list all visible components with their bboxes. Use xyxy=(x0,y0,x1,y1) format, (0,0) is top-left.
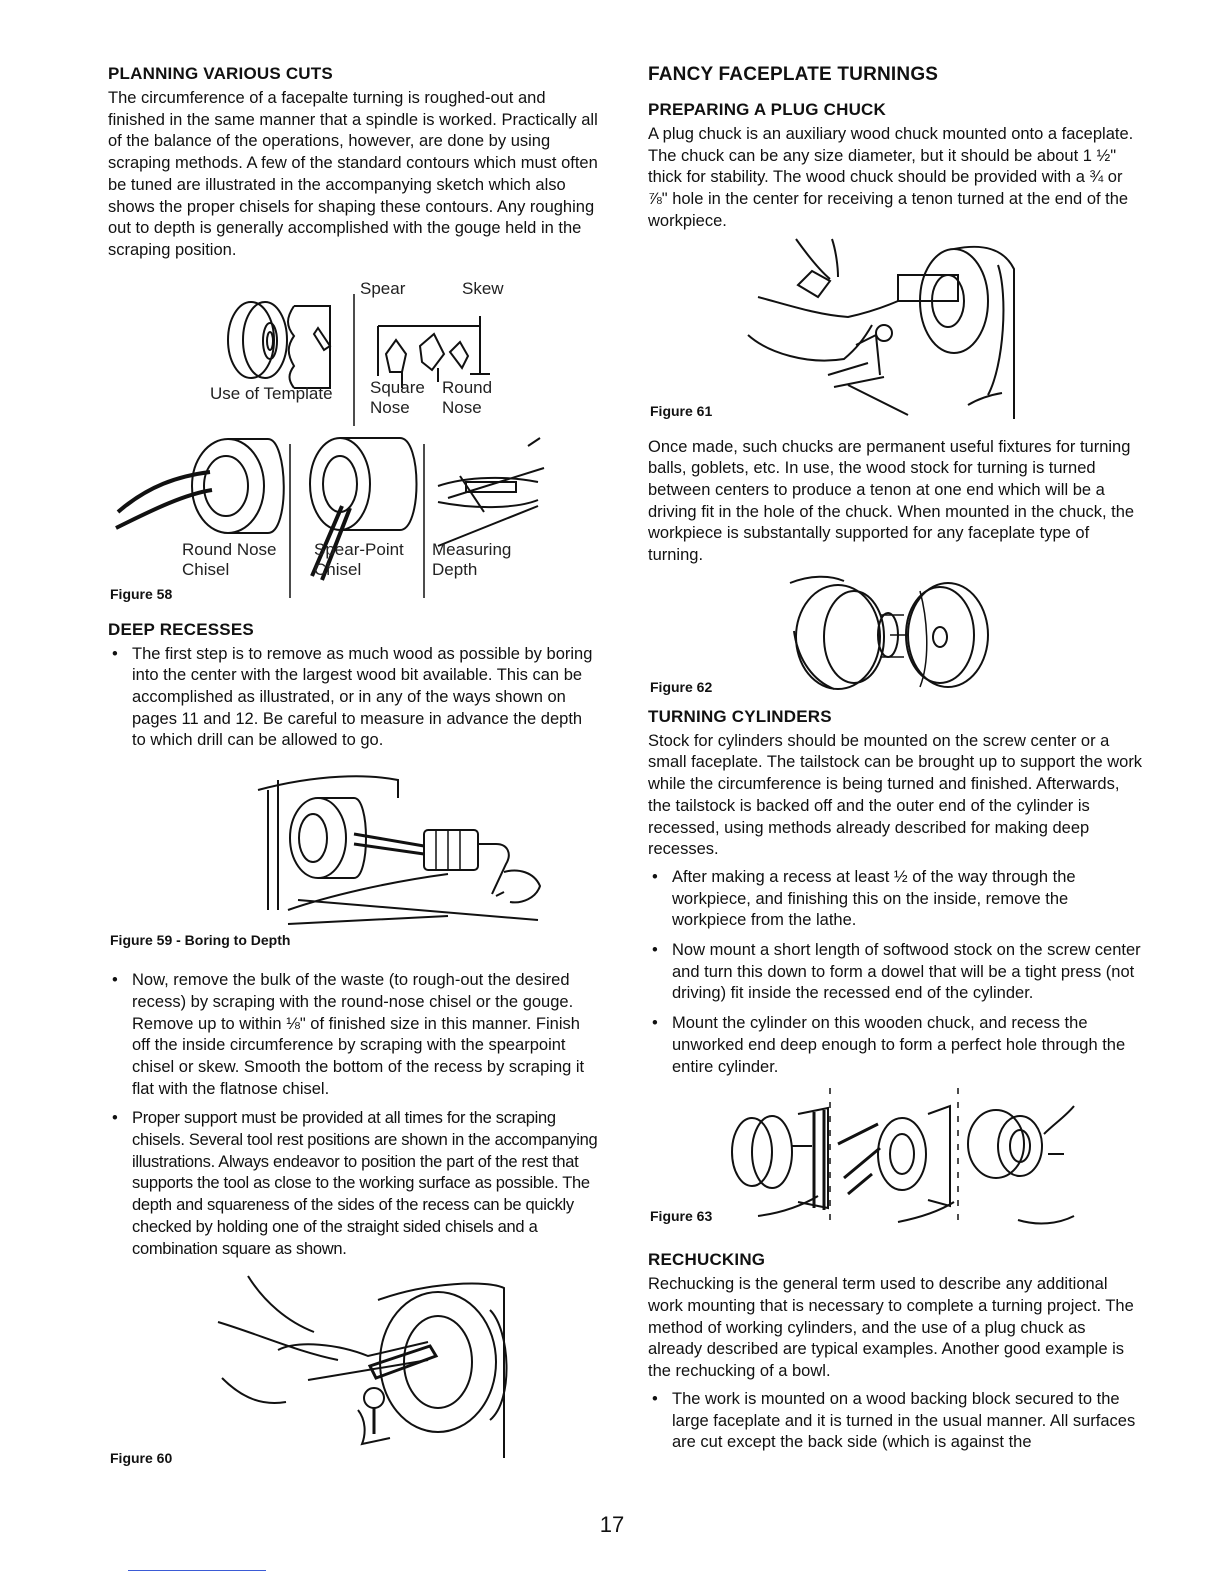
plug-chuck-body-2: Once made, such chucks are permanent useful fixtures for turning balls, goblets, etc. In use, the wood stock for turning is turned between centers to produce a tenon at one end which will be a driving fit in the hole of the chuck. When mounted in the chuck, the workpiece is substantally supported for any faceplate type of turning. xyxy=(648,437,1135,565)
label-round-nose-chisel: Round Nose Chisel xyxy=(182,539,277,579)
label-spear: Spear xyxy=(360,278,406,298)
figure-63 xyxy=(648,1084,1144,1234)
page-number: 17 xyxy=(599,1512,625,1537)
left-column xyxy=(108,64,598,1470)
deep-recesses-bullet-3: • Proper support must be provided at all times for the scraping chisels. Several tool rest positions are shown in the accompanying illustrations. Always endeavor to position the part of the rest that supports the tool as close to the working surface as possible. The depth and squareness of the sides of the recess can be quickly checked by holding one of the straight sided chisels and a combination square as shown. xyxy=(108,1108,598,1260)
plug-chuck-heading: PREPARING A PLUG CHUCK xyxy=(648,100,887,119)
rechucking-heading: RECHUCKING xyxy=(648,1250,766,1270)
fancy-faceplate-heading: FANCY FACEPLATE TURNINGS xyxy=(648,64,939,85)
deep-recesses-list-1 xyxy=(108,644,598,753)
figure-62-illustration xyxy=(648,571,1144,701)
figure-58-caption: Figure 58 xyxy=(110,585,173,602)
deep-recesses-bullet-1: • The first step is to remove as much wood as possible by boring into the center with the largest wood bit available. This can be accomplished as illustrated, or in any of the ways shown on pages 11 and 12. Be careful to measure in advance the depth to which drill can be allowed to go. xyxy=(108,644,598,753)
label-round-nose-top: Round Nose xyxy=(442,377,493,417)
figure-59 xyxy=(108,760,598,956)
figure-60-caption: Figure 60 xyxy=(110,1450,173,1467)
figure-63-illustration xyxy=(648,1084,1144,1234)
planning-heading: PLANNING VARIOUS CUTS xyxy=(108,64,333,83)
turning-cylinders-bullet-1: • After making a recess at least ½ of the way through the workpiece, and finishing this on the inside, remove the workpiece from the lathe. xyxy=(648,867,1144,932)
label-measuring-depth: Measuring Depth xyxy=(432,539,512,579)
turning-cylinders-list xyxy=(648,867,1144,1078)
figure-59-caption: Figure 59 - Boring to Depth xyxy=(110,932,291,949)
figure-62 xyxy=(648,571,1144,701)
figure-63-caption: Figure 63 xyxy=(650,1208,713,1225)
plug-chuck-body: A plug chuck is an auxiliary wood chuck mounted onto a faceplate. The chuck can be any size diameter, but it should be about 1 ½" thick for stability. The wood chuck should be provided with a ¾ or ⅞" hole in the center for receiving a tenon turned at the end of the workpiece. xyxy=(648,125,1134,230)
figure-61-caption: Figure 61 xyxy=(650,402,713,419)
figure-61-illustration xyxy=(648,235,1144,433)
turning-cylinders-bullet-3: • Mount the cylinder on this wooden chuck, and recess the unworked end deep enough to form a perfect hole through the entire cylinder. xyxy=(648,1013,1144,1078)
turning-cylinders-body: Stock for cylinders should be mounted on the screw center or a small faceplate. The tailstock can be brought up to support the work while the circumference is being turned and finished. Afterwards, the tailstock is backed off and the outer end of the cylinder is recessed, using methods already described for making deep recesses. xyxy=(648,731,1143,859)
label-square-nose: Square Nose xyxy=(370,377,425,417)
turning-cylinders-heading: TURNING CYLINDERS xyxy=(648,706,832,726)
rechucking-body: Rechucking is the general term used to describe any additional work mounting that is necessary to complete a turning project. The method of working cylinders, and the use of a plug chuck as already described are typical examples. Another good example is the rechucking of a bowl. xyxy=(648,1275,1134,1381)
figure-59-illustration xyxy=(108,760,598,932)
label-spear-point-chisel: Spear-Point Chisel xyxy=(314,539,404,579)
figure-60-illustration xyxy=(108,1270,598,1470)
turning-cylinders-bullet-2: • Now mount a short length of softwood stock on the screw center and turn this down to form a dowel that will be a tight press (not driving) fit inside the recessed end of the cylinder. xyxy=(648,940,1144,1005)
figure-61 xyxy=(648,235,1144,433)
label-use-template: Use of Template xyxy=(210,383,333,403)
rechucking-bullet-1: • The work is mounted on a wood backing block secured to the large faceplate and it is turned in the usual manner. All surfaces are cut except the back side (which is against the xyxy=(648,1389,1144,1454)
footer-rule xyxy=(128,1570,266,1571)
label-skew: Skew xyxy=(462,278,504,298)
deep-recesses-heading: DEEP RECESSES xyxy=(108,619,254,639)
figure-60 xyxy=(108,1270,598,1470)
rechucking-list xyxy=(648,1389,1144,1454)
planning-body: The circumference of a facepalte turning is roughed-out and finished in the same manner that a spindle is worked. Practically all of the balance of the operations, however, are done by using scraping methods. A few of the standard contours which must often be tuned are illustrated in the accompanying sketch which also shows the proper chisels for shaping these contours. Any roughing out to depth is generally accomplished with the gouge held in the scraping position. xyxy=(108,89,598,259)
deep-recesses-bullet-2: • Now, remove the bulk of the waste (to rough-out the desired recess) by scraping with the round-nose chisel or the gouge. Remove up to within ⅛" of finished size in this manner. Finish off the inside circumference by scraping with the spearpoint chisel or skew. Smooth the bottom of the recess by scraping it flat with the flatnose chisel. xyxy=(108,970,598,1100)
figure-58 xyxy=(108,276,598,614)
figure-62-caption: Figure 62 xyxy=(650,678,713,695)
right-column xyxy=(648,64,1144,1462)
deep-recesses-list-2 xyxy=(108,970,598,1260)
